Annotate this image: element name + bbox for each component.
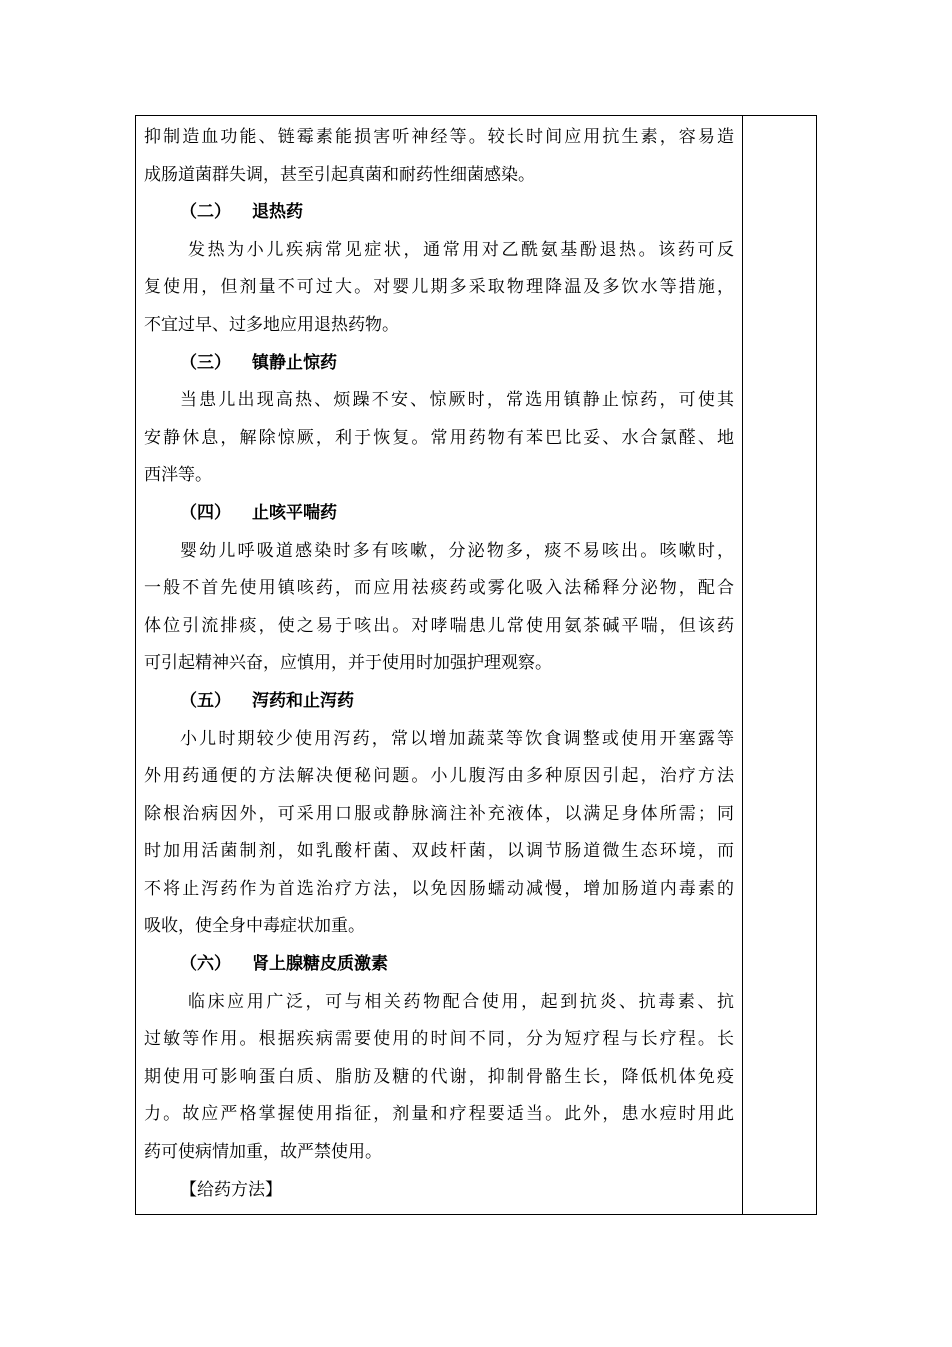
paragraph-line: 复使用，但剂量不可过大。对婴儿期多采取物理降温及多饮水等措施，	[144, 277, 734, 298]
paragraph-line: 成肠道菌群失调，甚至引起真菌和耐药性细菌感染。	[144, 164, 535, 185]
paragraph-line: 过敏等作用。根据疾病需要使用的时间不同，分为短疗程与长疗程。长	[144, 1029, 734, 1050]
section-number: （三）	[180, 352, 231, 373]
paragraph-line: 安静休息，解除惊厥，利于恢复。常用药物有苯巴比妥、水合氯醛、地	[144, 427, 734, 448]
paragraph-line: 吸收，使全身中毒症状加重。	[144, 916, 365, 937]
paragraph-line: 发热为小儿疾病常见症状，通常用对乙酰氨基酚退热。该药可反	[188, 239, 734, 260]
paragraph-line: 除根治病因外，可采用口服或静脉滴注补充液体，以满足身体所需；同	[144, 803, 734, 824]
section-title: 肾上腺糖皮质激素	[252, 954, 388, 975]
section-heading-4	[144, 495, 734, 533]
paragraph-line: 可引起精神兴奋，应慎用，并于使用时加强护理观察。	[144, 653, 552, 674]
paragraph-line: 时加用活菌制剂，如乳酸杆菌、双歧杆菌，以调节肠道微生态环境，而	[144, 841, 734, 862]
paragraph-line: 力。故应严格掌握使用指征，剂量和疗程要适当。此外，患水痘时用此	[144, 1104, 734, 1125]
section-heading-2	[144, 194, 734, 232]
footer-heading: 【给药方法】	[180, 1179, 282, 1200]
section-title: 镇静止惊药	[252, 352, 337, 373]
paragraph-line: 抑制造血功能、链霉素能损害听神经等。较长时间应用抗生素，容易造	[144, 127, 734, 147]
paragraph-line: 药可使病情加重，故严禁使用。	[144, 1142, 382, 1163]
paragraph-line: 临床应用广泛，可与相关药物配合使用，起到抗炎、抗毒素、抗	[188, 991, 734, 1012]
paragraph-line: 不宜过早、过多地应用退热药物。	[144, 314, 399, 335]
paragraph-line: 西泮等。	[144, 465, 212, 486]
paragraph-line: 小儿时期较少使用泻药，常以增加蔬菜等饮食调整或使用开塞露等	[180, 728, 734, 749]
paragraph-line: 不将止泻药作为首选治疗方法，以免因肠蠕动减慢，增加肠道内毒素的	[144, 878, 734, 899]
section-title: 止咳平喘药	[252, 502, 337, 523]
section-heading-6	[144, 946, 734, 984]
paragraph-line: 一般不首先使用镇咳药，而应用祛痰药或雾化吸入法稀释分泌物，配合	[144, 578, 734, 599]
side-cell	[743, 116, 816, 1214]
section-title: 退热药	[252, 202, 303, 223]
paragraph-line: 外用药通便的方法解决便秘问题。小儿腹泻由多种原因引起，治疗方法	[144, 766, 734, 787]
section-heading-5	[144, 683, 734, 721]
paragraph-line: 当患儿出现高热、烦躁不安、惊厥时，常选用镇静止惊药，可使其	[180, 390, 734, 411]
section-number: （四）	[180, 502, 231, 523]
content-cell	[136, 116, 743, 1214]
section-number: （六）	[180, 954, 231, 975]
paragraph-line: 期使用可影响蛋白质、脂肪及糖的代谢，抑制骨骼生长，降低机体免疫	[144, 1066, 734, 1087]
document-table	[135, 115, 817, 1215]
paragraph-line: 婴幼儿呼吸道感染时多有咳嗽，分泌物多，痰不易咳出。咳嗽时，	[180, 540, 734, 561]
section-number: （五）	[180, 690, 231, 711]
paragraph-line: 体位引流排痰，使之易于咳出。对哮喘患儿常使用氨茶碱平喘，但该药	[144, 615, 734, 636]
section-heading-3	[144, 345, 734, 383]
section-title: 泻药和止泻药	[252, 690, 354, 711]
section-number: （二）	[180, 202, 231, 223]
